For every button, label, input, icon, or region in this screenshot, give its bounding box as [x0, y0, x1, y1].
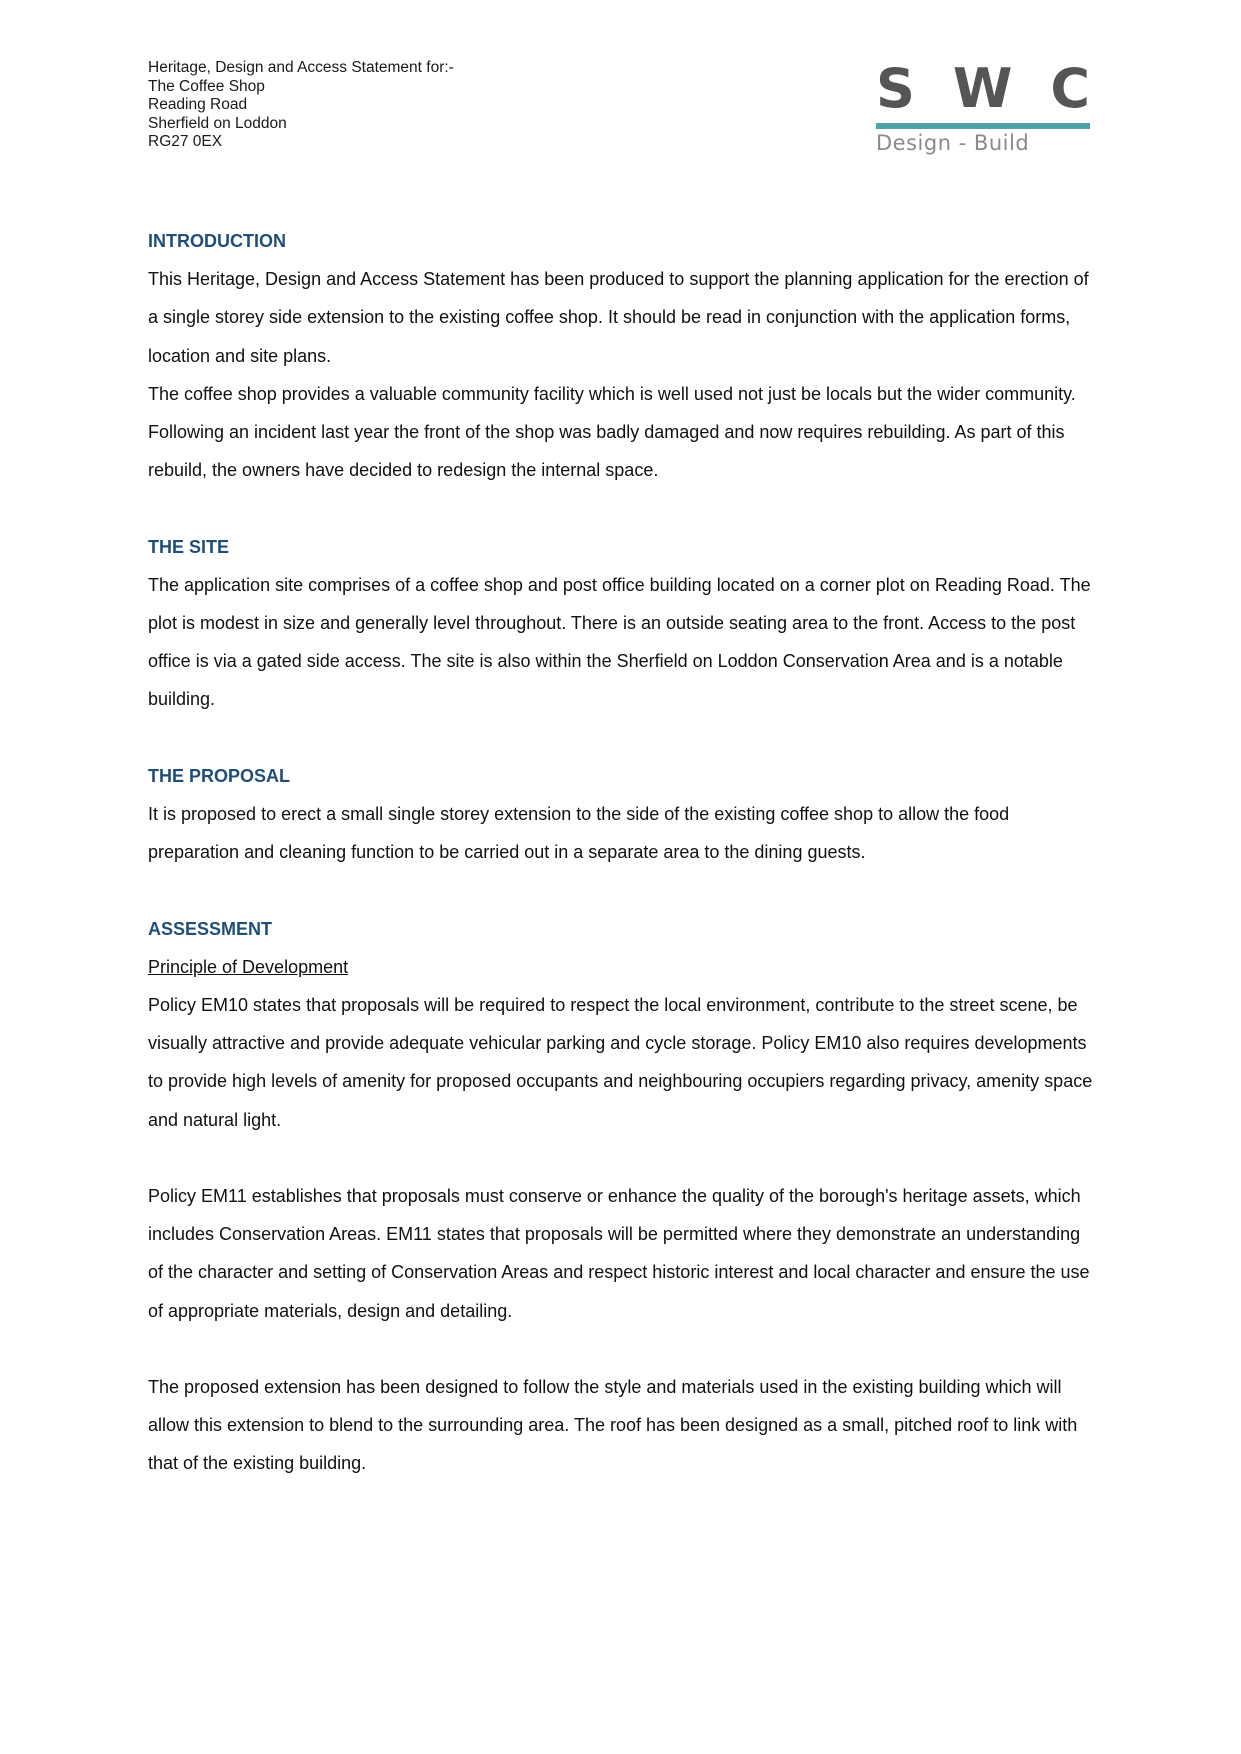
address-block	[148, 59, 454, 152]
logo-letter-s: S	[876, 57, 915, 120]
address-line-street: Reading Road	[148, 96, 248, 113]
proposal-heading: THE PROPOSAL	[148, 765, 291, 786]
site-paragraph-1: The application site comprises of a coffee shop and post office building located on a corner plot on Reading Road. The plot is modest in size and generally level throughout. There is an outside seating area to the front. Access to the post office is via a gated side access. The site is also within the Sherfield on Loddon Conservation Area and is a notable building.	[148, 574, 1091, 710]
paragraph-spacer	[148, 1330, 1098, 1368]
introduction-heading: INTRODUCTION	[148, 231, 286, 251]
logo-letter-w: W	[952, 57, 1013, 120]
paragraph-spacer	[148, 1139, 1098, 1177]
address-line-business: The Coffee Shop	[148, 77, 265, 95]
logo-letter-c: C	[1050, 57, 1090, 120]
document-body	[148, 222, 1098, 1483]
site-heading: THE SITE	[148, 536, 230, 557]
logo-subtitle: Design - Build	[876, 131, 1030, 155]
section-spacer	[148, 489, 1098, 527]
logo-accent-bar	[876, 123, 1090, 129]
section-spacer	[148, 871, 1098, 909]
section-spacer	[148, 719, 1098, 757]
address-line-title: Heritage, Design and Access Statement for:-	[148, 59, 454, 76]
swc-logo	[876, 57, 1090, 162]
proposal-paragraph-1: It is proposed to erect a small single storey extension to the side of the existing coffee shop to allow the food preparation and cleaning function to be carried out in a separate area to the dining guests.	[148, 804, 1010, 863]
logo-letters	[876, 57, 1090, 122]
principle-of-development-subheading: Principle of Development	[148, 956, 349, 977]
address-line-postcode: RG27 0EX	[148, 133, 223, 150]
assessment-paragraph-1: Policy EM10 states that proposals will be required to respect the local environment, contribute to the street scene, be visually attractive and provide adequate vehicular parking and cycle storage. Policy EM10 also requires developments to provide high levels of amenity for proposed occupants and neighbouring occupiers regarding privacy, amenity space and natural light.	[148, 995, 1093, 1130]
assessment-paragraph-3: The proposed extension has been designed to follow the style and materials used in the existing building which will allow this extension to blend to the surrounding area. The roof has been designed as a small, pitched roof to link with that of the existing building.	[148, 1377, 1078, 1474]
introduction-paragraph-2: The coffee shop provides a valuable community facility which is well used not just be locals but the wider community. Following an incident last year the front of the shop was badly damaged and now requires rebuilding. As part of this rebuild, the owners have decided to redesign the internal space.	[148, 383, 1076, 481]
address-line-town: Sherfield on Loddon	[148, 114, 287, 132]
introduction-paragraph-1: This Heritage, Design and Access Statement has been produced to support the planning application for the erection of a single storey side extension to the existing coffee shop. It should be read in conjunction with the application forms, location and site plans.	[148, 269, 1089, 366]
assessment-heading: ASSESSMENT	[148, 918, 273, 939]
assessment-paragraph-2: Policy EM11 establishes that proposals must conserve or enhance the quality of the borough's heritage assets, which includes Conservation Areas. EM11 states that proposals will be permitted where they demonstrate an understanding of the character and setting of Conservation Areas and respect historic interest and local character and ensure the use of appropriate materials, design and detailing.	[148, 1186, 1090, 1321]
